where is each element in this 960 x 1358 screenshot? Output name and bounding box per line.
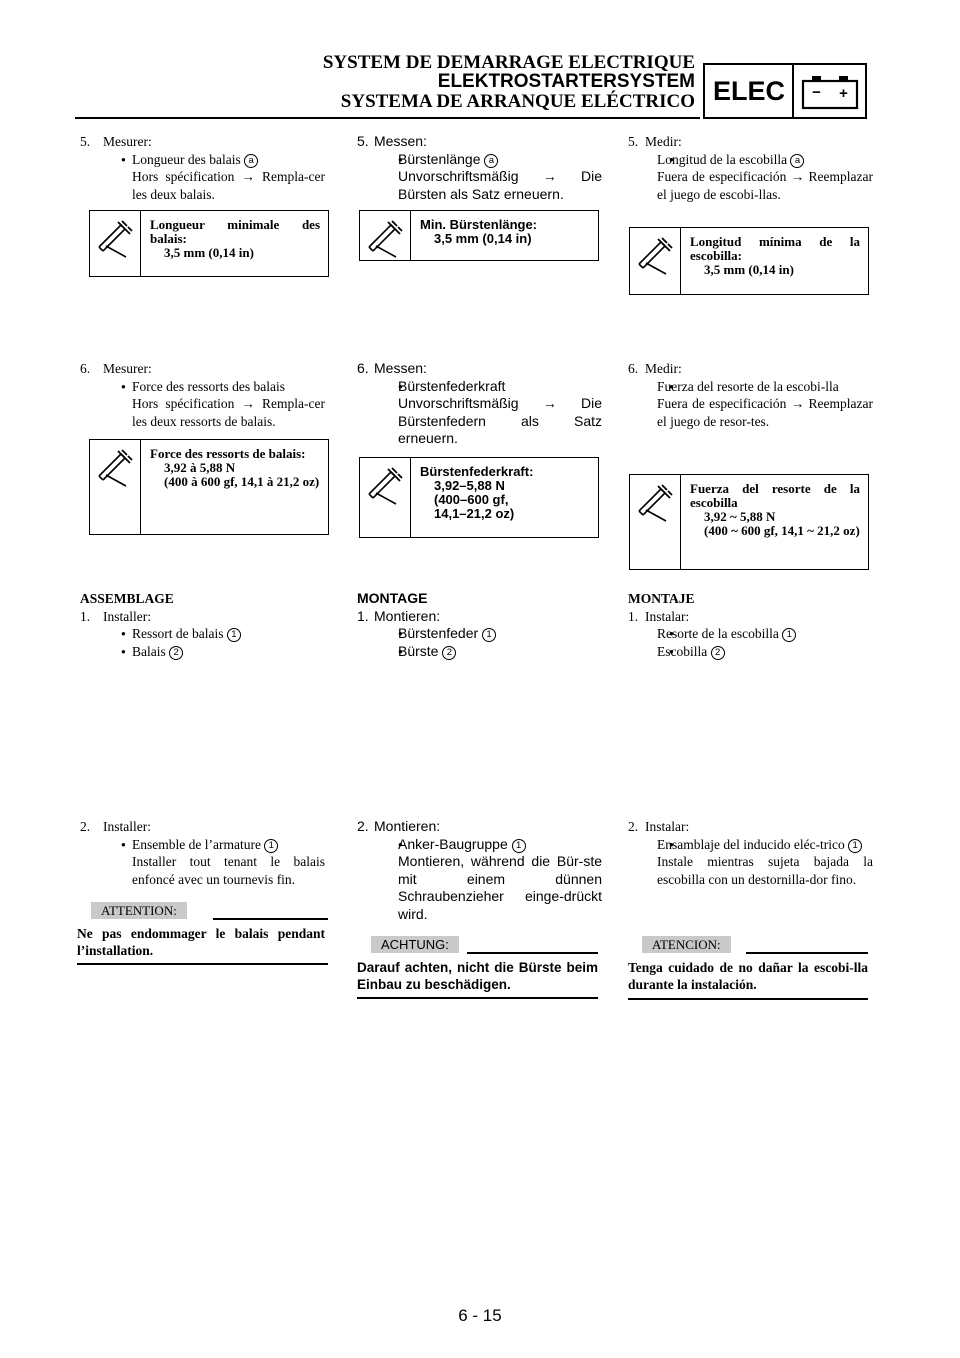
fr-a1-item1: Ressort de balais bbox=[132, 626, 224, 641]
caliper-wrench-icon bbox=[636, 236, 674, 276]
fr-step6-title: Mesurer: bbox=[103, 361, 152, 376]
es-step6 bbox=[628, 360, 873, 430]
spec-icon-cell bbox=[360, 458, 411, 537]
battery-icon bbox=[800, 73, 860, 111]
de-a2-num: 2. bbox=[357, 818, 369, 834]
es-a1-item2: Escobilla bbox=[657, 643, 708, 659]
spec-icon-cell bbox=[360, 211, 411, 260]
fr-caution-text: Ne pas endommager le balais pendant l’installation. bbox=[77, 926, 325, 958]
fr-step-a2 bbox=[80, 818, 325, 888]
es-assembly bbox=[628, 590, 873, 660]
de-spec2-value2: (400–600 gf, bbox=[434, 492, 509, 507]
caution-bottom-rule bbox=[357, 997, 598, 999]
es-a1-item1: Resorte de la escobilla bbox=[657, 626, 779, 641]
ref-a-icon: a bbox=[484, 154, 498, 168]
badge-divider bbox=[792, 65, 794, 117]
ref-2-icon: 2 bbox=[442, 646, 456, 660]
spec-icon-cell bbox=[630, 228, 681, 294]
es-spec2-value1: 3,92 ~ 5,88 N bbox=[704, 509, 776, 524]
fr-step5-text: Hors spécification → Rempla-cer les deux balais. bbox=[132, 169, 325, 202]
battery-minus-sign: − bbox=[812, 84, 821, 101]
de-step6-item: ● Bürstenfederkraft bbox=[357, 378, 602, 396]
fr-step5 bbox=[80, 133, 325, 203]
header-title-es: SYSTEMA DE ARRANQUE ELÉCTRICO bbox=[340, 91, 695, 112]
es-a2-text: Instale mientras sujeta bajada la escobilla con un destornilla-dor fino. bbox=[657, 854, 873, 887]
spec-icon-cell bbox=[90, 440, 141, 534]
es-a1-title: Instalar: bbox=[645, 608, 690, 624]
fr-a1-num: 1. bbox=[80, 608, 91, 624]
header-title-de: ELEKTROSTARTERSYSTEM bbox=[437, 71, 695, 92]
es-step5-num: 5. bbox=[628, 134, 639, 149]
de-step5-num: 5. bbox=[357, 133, 369, 149]
es-spec2-value2: (400 ~ 600 gf, 14,1 ~ 21,2 oz) bbox=[704, 523, 860, 538]
de-step6 bbox=[357, 360, 602, 448]
page-number: 6 - 15 bbox=[458, 1306, 502, 1325]
fr-step5-item: Longueur des balais bbox=[132, 151, 241, 167]
es-spec1-value: 3,5 mm (0,14 in) bbox=[704, 262, 794, 277]
fr-step6-num: 6. bbox=[80, 361, 91, 376]
header-title-fr: SYSTEM DE DEMARRAGE ELECTRIQUE bbox=[322, 52, 695, 73]
header-rule bbox=[75, 117, 700, 119]
es-spec2-label: Fuerza del resorte de la escobilla bbox=[690, 481, 860, 510]
de-step5-item: Bürstenlänge bbox=[398, 150, 481, 167]
de-spec2-value1: 3,92–5,88 N bbox=[434, 478, 505, 493]
es-step-a2 bbox=[628, 818, 873, 888]
es-step5 bbox=[628, 133, 873, 203]
fr-spec-brush-spring-force bbox=[89, 439, 329, 535]
es-caution-text: Tenga cuidado de no dañar la escobi-lla durante la instalación. bbox=[628, 960, 868, 992]
de-step5 bbox=[357, 133, 602, 203]
battery-plus-sign: + bbox=[839, 85, 848, 102]
fr-a2-num: 2. bbox=[80, 819, 91, 834]
caution-rule bbox=[213, 918, 328, 920]
de-assembly bbox=[357, 590, 602, 660]
ref-1-icon: 1 bbox=[227, 628, 241, 642]
es-a2-num: 2. bbox=[628, 819, 639, 834]
es-a1-num: 1. bbox=[628, 608, 639, 624]
de-a2-text: Montieren, während die Bür-ste mit einem dünnen Schraubenzieher einge-drückt wird. bbox=[398, 853, 602, 922]
fr-spec-min-brush-length bbox=[89, 210, 329, 277]
es-spec-brush-spring-force bbox=[629, 474, 869, 570]
es-a2-item: Ensamblaje del inducido eléc-trico bbox=[657, 836, 845, 852]
ref-2-icon: 2 bbox=[711, 646, 725, 660]
es-step5-item: Longitud de la escobilla bbox=[657, 151, 788, 167]
es-step6-item: ● Fuerza del resorte de la escobi-lla bbox=[628, 378, 873, 396]
de-step-a2 bbox=[357, 818, 602, 923]
fr-a2-text: Installer tout tenant le balais enfoncé avec un tournevis fin. bbox=[132, 854, 325, 887]
spec-icon-cell bbox=[630, 475, 681, 569]
es-assembly-title: MONTAJE bbox=[628, 591, 695, 606]
de-a1-title: Montieren: bbox=[374, 607, 441, 624]
de-step6-title: Messen: bbox=[374, 360, 427, 376]
fr-caution-label: ATTENTION: bbox=[91, 902, 187, 919]
es-step6-text: Fuera de especificación → Reemplazar el juego de resor-tes. bbox=[657, 396, 873, 429]
fr-assembly bbox=[80, 590, 325, 660]
caliper-wrench-icon bbox=[366, 219, 404, 259]
fr-spec2-value1: 3,92 à 5,88 N bbox=[164, 460, 236, 475]
de-a1-item2: Bürste bbox=[398, 642, 439, 659]
es-spec-min-brush-length bbox=[629, 227, 869, 295]
de-step6-text: Unvorschriftsmäßig → Die Bürstenfedern als Satz erneuern. bbox=[398, 395, 602, 446]
de-spec1-label: Min. Bürstenlänge: bbox=[420, 217, 538, 232]
caliper-wrench-icon bbox=[96, 219, 134, 259]
de-a2-title: Montieren: bbox=[374, 818, 441, 834]
de-caution-text: Darauf achten, nicht die Bürste beim Einbau zu beschädigen. bbox=[357, 960, 598, 992]
caliper-wrench-icon bbox=[636, 483, 674, 523]
fr-step6-text: Hors spécification → Rempla-cer les deux ressorts de balais. bbox=[132, 396, 325, 429]
de-spec-min-brush-length bbox=[359, 210, 599, 261]
de-a1-item1: Bürstenfeder bbox=[398, 625, 479, 641]
de-spec2-value3: 14,1–21,2 oz) bbox=[434, 506, 515, 521]
ref-1-icon: 1 bbox=[782, 628, 796, 642]
es-step6-num: 6. bbox=[628, 361, 639, 376]
de-spec1-value: 3,5 mm (0,14 in) bbox=[434, 231, 532, 246]
fr-a2-item: Ensemble de l’armature bbox=[132, 836, 261, 852]
elec-section-badge bbox=[703, 63, 867, 119]
ref-1-icon: 1 bbox=[264, 839, 278, 853]
fr-assembly-title: ASSEMBLAGE bbox=[80, 591, 174, 606]
ref-1-icon: 1 bbox=[482, 628, 496, 642]
fr-step6 bbox=[80, 360, 325, 430]
caliper-wrench-icon bbox=[366, 466, 404, 506]
fr-spec1-value: 3,5 mm (0,14 in) bbox=[164, 245, 254, 260]
es-caution-label: ATENCION: bbox=[642, 936, 731, 953]
de-step5-text: Unvorschriftsmäßig → Die Bürsten als Satz erneuern. bbox=[398, 168, 602, 202]
ref-1-icon: 1 bbox=[848, 839, 862, 853]
fr-a2-title: Installer: bbox=[103, 819, 151, 834]
caution-rule bbox=[467, 952, 598, 954]
elec-label: ELEC bbox=[712, 76, 785, 106]
de-spec-brush-spring-force bbox=[359, 457, 599, 538]
de-step6-num: 6. bbox=[357, 360, 369, 376]
es-step5-title: Medir: bbox=[645, 134, 682, 149]
de-assembly-title: MONTAGE bbox=[357, 590, 428, 606]
es-step5-text: Fuera de especificación → Reemplazar el juego de escobi-llas. bbox=[657, 169, 873, 202]
caution-bottom-rule bbox=[77, 963, 328, 965]
caliper-wrench-icon bbox=[96, 448, 134, 488]
fr-step5-num: 5. bbox=[80, 134, 91, 149]
de-a2-item: Anker-Baugruppe bbox=[398, 835, 508, 852]
fr-spec2-value2: (400 à 600 gf, 14,1 à 21,2 oz) bbox=[164, 474, 320, 489]
de-spec2-label: Bürstenfederkraft: bbox=[420, 464, 534, 479]
fr-step5-title: Mesurer: bbox=[103, 134, 152, 149]
caution-rule bbox=[746, 952, 868, 954]
caution-bottom-rule bbox=[628, 998, 868, 1000]
es-step6-title: Medir: bbox=[645, 361, 682, 376]
es-spec1-label: Longitud mínima de la escobilla: bbox=[690, 234, 860, 263]
spec-icon-cell bbox=[90, 211, 141, 276]
de-step5-title: Messen: bbox=[374, 133, 427, 149]
ref-1-icon: 1 bbox=[512, 839, 526, 853]
ref-a-icon: a bbox=[244, 154, 258, 168]
fr-a1-item2: Balais bbox=[132, 643, 166, 659]
ref-2-icon: 2 bbox=[169, 646, 183, 660]
ref-a-icon: a bbox=[790, 154, 804, 168]
fr-spec2-label: Force des ressorts de balais: bbox=[150, 446, 306, 461]
es-a2-title: Instalar: bbox=[645, 819, 690, 834]
fr-step6-item: ● Force des ressorts des balais bbox=[80, 378, 325, 396]
fr-spec1-label: Longueur minimale des balais: bbox=[150, 217, 320, 246]
de-caution-label: ACHTUNG: bbox=[371, 936, 459, 953]
fr-a1-title: Installer: bbox=[103, 608, 151, 624]
de-a1-num: 1. bbox=[357, 607, 369, 624]
